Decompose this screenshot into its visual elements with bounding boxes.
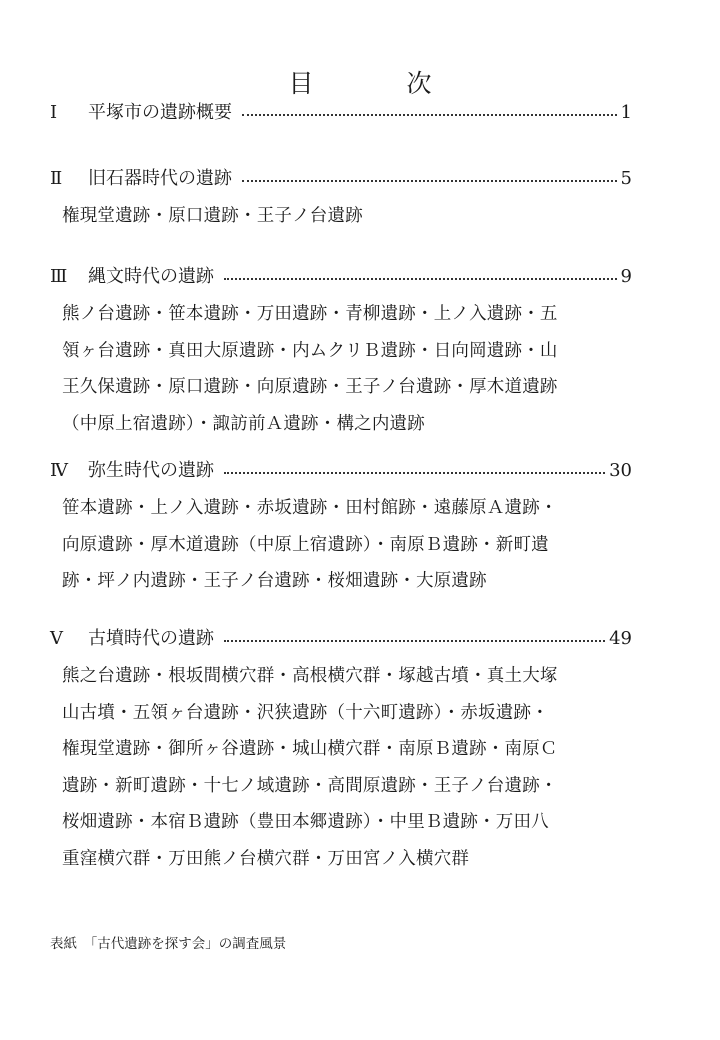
toc-entry xyxy=(50,164,632,194)
page-number: 30 xyxy=(609,460,632,481)
section-heading: 縄文時代の遺跡 xyxy=(88,266,214,287)
section-numeral: Ⅴ xyxy=(50,628,63,649)
site-list-line: 笹本遺跡・上ノ入遺跡・赤坂遺跡・田村館跡・遠藤原Ａ遺跡・ xyxy=(62,498,558,518)
section-numeral: Ⅲ xyxy=(50,266,68,287)
section-numeral: Ⅰ xyxy=(50,102,58,123)
toc-entry xyxy=(50,262,632,292)
site-list-line: 遺跡・新町遺跡・十七ノ域遺跡・高間原遺跡・王子ノ台遺跡・ xyxy=(62,775,558,796)
toc-section xyxy=(50,98,632,128)
toc-entry xyxy=(50,456,632,486)
toc-entry xyxy=(50,98,632,128)
page-title: 目 次 xyxy=(288,69,466,98)
section-heading: 弥生時代の遺跡 xyxy=(88,460,214,481)
dot-leader xyxy=(224,472,605,474)
page-number: 1 xyxy=(620,102,632,123)
site-list xyxy=(62,490,632,600)
site-list xyxy=(62,658,632,877)
toc-entry xyxy=(50,624,632,654)
site-list-line: 重窪横穴群・万田熊ノ台横穴群・万田宮ノ入横穴群 xyxy=(62,848,470,869)
page-number: 9 xyxy=(620,266,632,287)
dot-leader xyxy=(242,180,617,182)
site-list-line: 権現堂遺跡・御所ヶ谷遺跡・城山横穴群・南原Ｂ遺跡・南原Ｃ xyxy=(62,739,558,759)
site-list-line: 山古墳・五領ヶ台遺跡・沢狭遺跡（十六町遺跡）・赤坂遺跡・ xyxy=(62,702,549,723)
dot-leader xyxy=(242,114,617,116)
site-list-line: 熊ノ台遺跡・笹本遺跡・万田遺跡・青柳遺跡・上ノ入遺跡・五 xyxy=(62,304,558,324)
toc-section xyxy=(50,262,632,442)
page-number: 5 xyxy=(620,168,632,189)
page-number: 49 xyxy=(609,628,632,649)
site-list-line: 熊之台遺跡・根坂間横穴群・高根横穴群・塚越古墳・真土大塚 xyxy=(62,666,558,686)
site-list-line: 桜畑遺跡・本宿Ｂ遺跡（豊田本郷遺跡）・中里Ｂ遺跡・万田八 xyxy=(62,812,549,832)
section-numeral: Ⅱ xyxy=(50,168,63,189)
section-heading: 旧石器時代の遺跡 xyxy=(88,168,232,189)
site-list-line: 跡・坪ノ内遺跡・王子ノ台遺跡・桜畑遺跡・大原遺跡 xyxy=(62,571,487,591)
toc-section xyxy=(50,164,632,235)
site-list-line: 領ヶ台遺跡・真田大原遺跡・内ムクリＢ遺跡・日向岡遺跡・山 xyxy=(62,340,558,361)
site-list-line: 向原遺跡・厚木道遺跡（中原上宿遺跡）・南原Ｂ遺跡・新町遺 xyxy=(62,534,549,555)
section-numeral: Ⅳ xyxy=(50,460,68,481)
site-list xyxy=(62,296,632,442)
toc-section xyxy=(50,624,632,877)
dot-leader xyxy=(224,278,617,280)
toc-section xyxy=(50,456,632,600)
dot-leader xyxy=(224,640,605,642)
section-heading: 古墳時代の遺跡 xyxy=(88,628,214,649)
site-list-line: 王久保遺跡・原口遺跡・向原遺跡・王子ノ台遺跡・厚木道遺跡 xyxy=(62,377,558,397)
cover-caption: 表紙 「古代遺跡を探す会」の調査風景 xyxy=(50,936,287,952)
section-heading: 平塚市の遺跡概要 xyxy=(88,102,232,123)
site-list-line: （中原上宿遺跡）・諏訪前Ａ遺跡・構之内遺跡 xyxy=(62,413,425,434)
site-list-line: 権現堂遺跡・原口遺跡・王子ノ台遺跡 xyxy=(62,206,363,226)
site-list xyxy=(62,198,632,235)
